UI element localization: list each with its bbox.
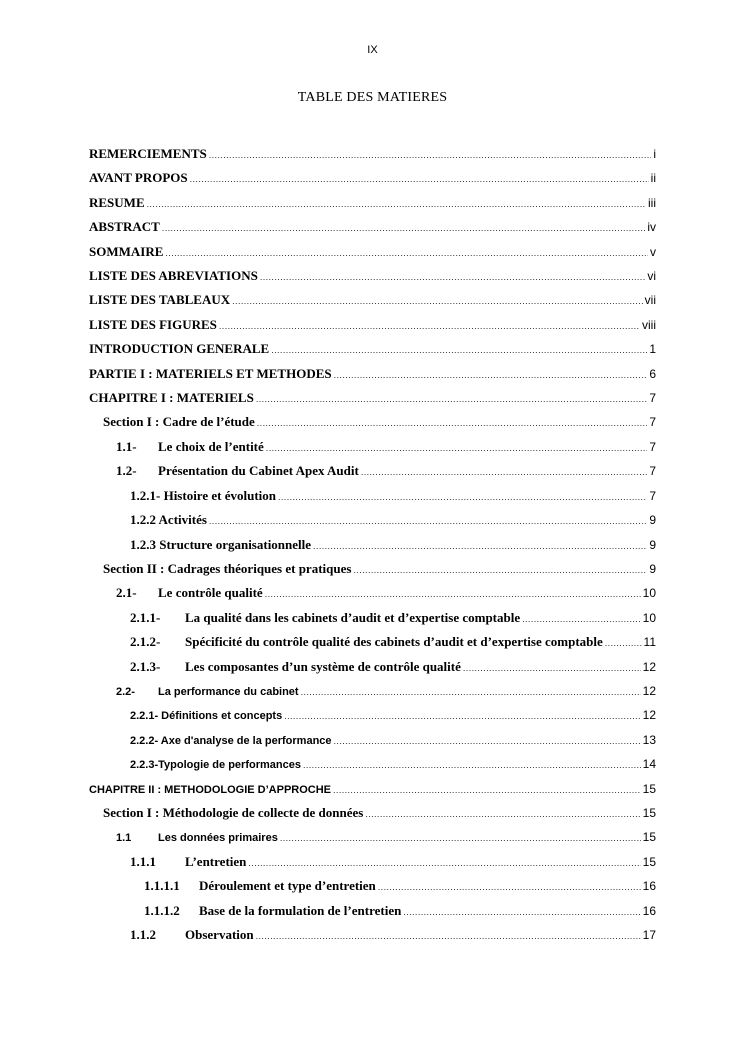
toc-entry-label: ABSTRACT [89, 219, 160, 234]
toc-entry-label: CHAPITRE II : METHODOLOGIE D’APPROCHE [89, 784, 332, 796]
toc-entry-label: 1.2.2 Activités [130, 512, 207, 527]
toc-entry[interactable] [89, 779, 656, 799]
dot-leader [303, 755, 641, 775]
toc-entry[interactable] [89, 364, 656, 384]
toc-entry[interactable] [89, 315, 656, 335]
toc-entry-page: v [650, 245, 656, 259]
toc-entry[interactable] [144, 901, 656, 921]
dot-leader [522, 609, 641, 629]
toc-entry-page: 1 [649, 342, 656, 356]
toc-entry-label: Les données primaires [158, 832, 278, 844]
page-number: IX [367, 44, 378, 56]
toc-entry-label: Présentation du Cabinet Apex Audit [158, 463, 359, 478]
dot-leader [260, 267, 646, 287]
toc-entry-page: vi [647, 269, 656, 283]
toc-entry[interactable] [103, 559, 656, 579]
toc-entry-label: REMERCIEMENTS [89, 146, 207, 161]
toc-entry-number: 1.1.1.1 [144, 878, 180, 893]
toc-entry-label: Le contrôle qualité [158, 585, 263, 600]
dot-leader [463, 658, 641, 678]
toc-entry-label: INTRODUCTION GENERALE [89, 341, 270, 356]
toc-entry-label: CHAPITRE I : MATERIELS [89, 390, 254, 405]
toc-entry[interactable] [130, 705, 656, 725]
toc-entry[interactable] [130, 608, 656, 628]
toc-entry-page: 15 [642, 830, 656, 844]
toc-entry-label: LISTE DES TABLEAUX [89, 292, 231, 307]
toc-entry-page: 15 [642, 855, 656, 869]
toc-entry[interactable] [116, 437, 656, 457]
dot-leader [209, 145, 652, 165]
toc-entry-label: LISTE DES FIGURES [89, 317, 217, 332]
dot-leader [353, 560, 647, 580]
dot-leader [605, 633, 642, 653]
toc-entry-page: 7 [649, 464, 656, 478]
toc-entry-page: 9 [649, 513, 656, 527]
toc-entry-label: 1.2.3 Structure organisationnelle [130, 537, 312, 552]
toc-entry-label: Section I : Méthodologie de collecte de données [103, 805, 364, 820]
dot-leader [209, 511, 647, 531]
toc-entry-label: Base de la formulation de l’entretien [199, 903, 402, 918]
toc-entry-label: LISTE DES ABREVIATIONS [89, 268, 258, 283]
toc-entry[interactable] [130, 657, 656, 677]
toc-entry[interactable] [116, 461, 656, 481]
toc-entry-page: 13 [642, 733, 656, 747]
toc-entry-number: 1.1.1 [130, 854, 156, 869]
toc-entry-number: 1.2- [116, 463, 137, 478]
toc-entry-page: 10 [642, 611, 656, 625]
toc-entry-page: 7 [649, 440, 656, 454]
dot-leader [301, 682, 641, 702]
toc-entry[interactable] [103, 803, 656, 823]
toc-entry-label: 2.2.2- Axe d'analyse de la performance [130, 735, 332, 747]
toc-entry[interactable] [130, 632, 656, 652]
toc-entry-number: 2.2- [116, 686, 135, 698]
toc-entry-number: 2.1.3- [130, 659, 161, 674]
toc-entry-label: PARTIE I : MATERIELS ET METHODES [89, 366, 332, 381]
dot-leader [333, 780, 641, 800]
dot-leader [403, 902, 640, 922]
toc-entry-page: 7 [649, 391, 656, 405]
toc-entry-label: Le choix de l’entité [158, 439, 264, 454]
toc-entry-label: SOMMAIRE [89, 244, 164, 259]
toc-entry-label: La qualité dans les cabinets d’audit et d’expertise comptable [185, 610, 521, 625]
dot-leader [334, 365, 648, 385]
toc-entry-page: 9 [649, 562, 656, 576]
toc-entry[interactable] [116, 827, 656, 847]
toc-entry-label: 1.2.1- Histoire et évolution [130, 488, 276, 503]
toc-entry[interactable] [130, 486, 656, 506]
toc-entry-page: 17 [642, 928, 656, 942]
toc-entry[interactable] [89, 168, 656, 188]
toc-entry-page: iv [647, 220, 656, 234]
toc-entry-page: 14 [642, 757, 656, 771]
dot-leader [256, 926, 641, 946]
dot-leader [232, 291, 643, 311]
toc-entry[interactable] [89, 217, 656, 237]
toc-entry-label: AVANT PROPOS [89, 170, 188, 185]
toc-entry-page: 12 [642, 708, 656, 722]
dot-leader [361, 462, 648, 482]
toc-entry-page: 12 [642, 684, 656, 698]
dot-leader [256, 389, 648, 409]
toc-title: TABLE DES MATIERES [297, 90, 448, 105]
dot-leader [165, 243, 648, 263]
dot-leader [284, 706, 640, 726]
toc-entry-label: Observation [185, 927, 254, 942]
toc-entry-label: L’entretien [185, 854, 247, 869]
toc-entry-page: 12 [642, 660, 656, 674]
toc-entry-label: Spécificité du contrôle qualité des cabinets d’audit et d’expertise comptable [185, 634, 603, 649]
dot-leader [278, 487, 647, 507]
toc-entry[interactable] [130, 510, 656, 530]
dot-leader [248, 853, 640, 873]
toc-entry-page: ii [650, 171, 656, 185]
toc-entry-page: viii [642, 318, 656, 332]
toc-entry-label: Section II : Cadrages théoriques et pratiques [103, 561, 352, 576]
toc-entry[interactable] [89, 290, 656, 310]
dot-leader [280, 828, 641, 848]
toc-entry[interactable] [89, 144, 656, 164]
toc-entry[interactable] [130, 925, 656, 945]
toc-entry[interactable] [89, 242, 656, 262]
toc-entry-page: vii [644, 293, 656, 307]
toc-entry-number: 2.1.1- [130, 610, 161, 625]
toc-entry-label: 2.2.1- Définitions et concepts [130, 710, 283, 722]
dot-leader [378, 877, 641, 897]
toc-entry-page: iii [648, 196, 656, 210]
dot-leader [190, 169, 649, 189]
dot-leader [147, 194, 646, 214]
toc-entry-page: 9 [649, 538, 656, 552]
dot-leader [334, 731, 641, 751]
toc-entry-number: 1.1- [116, 439, 137, 454]
toc-entry-label: Les composantes d’un système de contrôle qualité [185, 659, 461, 674]
toc-entry-page: 7 [649, 415, 656, 429]
toc-entry-label: Section I : Cadre de l’étude [103, 414, 255, 429]
toc-entry[interactable] [130, 730, 656, 750]
dot-leader [313, 536, 647, 556]
toc-entry-page: 16 [642, 904, 656, 918]
dot-leader [162, 218, 646, 238]
toc-entry-number: 2.1.2- [130, 634, 161, 649]
toc-entry-number: 2.1- [116, 585, 137, 600]
dot-leader [265, 584, 641, 604]
toc-entry[interactable] [144, 876, 656, 896]
toc-entry-label: 2.2.3-Typologie de performances [130, 759, 301, 771]
toc-entry-number: 1.1 [116, 832, 132, 844]
toc-entry-page: 16 [642, 879, 656, 893]
toc-entry-page: 10 [642, 586, 656, 600]
toc-entry[interactable] [89, 266, 656, 286]
toc-entry-page: 7 [649, 489, 656, 503]
dot-leader [365, 804, 640, 824]
toc-entry[interactable] [130, 852, 656, 872]
toc-entry[interactable] [89, 193, 656, 213]
toc-entry-page: 15 [642, 782, 656, 796]
toc-entry-page: i [653, 147, 656, 161]
toc-entry-label: La performance du cabinet [158, 686, 299, 698]
toc-entry[interactable] [130, 535, 656, 555]
toc-entry[interactable] [116, 583, 656, 603]
toc-entry-page: 15 [642, 806, 656, 820]
dot-leader [266, 438, 648, 458]
toc-entry-number: 1.1.1.2 [144, 903, 180, 918]
toc-entry-number: 1.1.2 [130, 927, 156, 942]
toc-entry[interactable] [89, 388, 656, 408]
toc-entry[interactable] [103, 412, 656, 432]
dot-leader [257, 413, 648, 433]
toc-entry-label: Déroulement et type d’entretien [199, 878, 376, 893]
toc-entry-page: 6 [649, 367, 656, 381]
toc-entry[interactable] [130, 754, 656, 774]
dot-leader [219, 316, 640, 336]
toc-entry-label: RESUME [89, 195, 145, 210]
toc-entry-page: 11 [643, 635, 656, 649]
toc-entry[interactable] [116, 681, 656, 701]
toc-entry[interactable] [89, 339, 656, 359]
dot-leader [271, 340, 647, 360]
